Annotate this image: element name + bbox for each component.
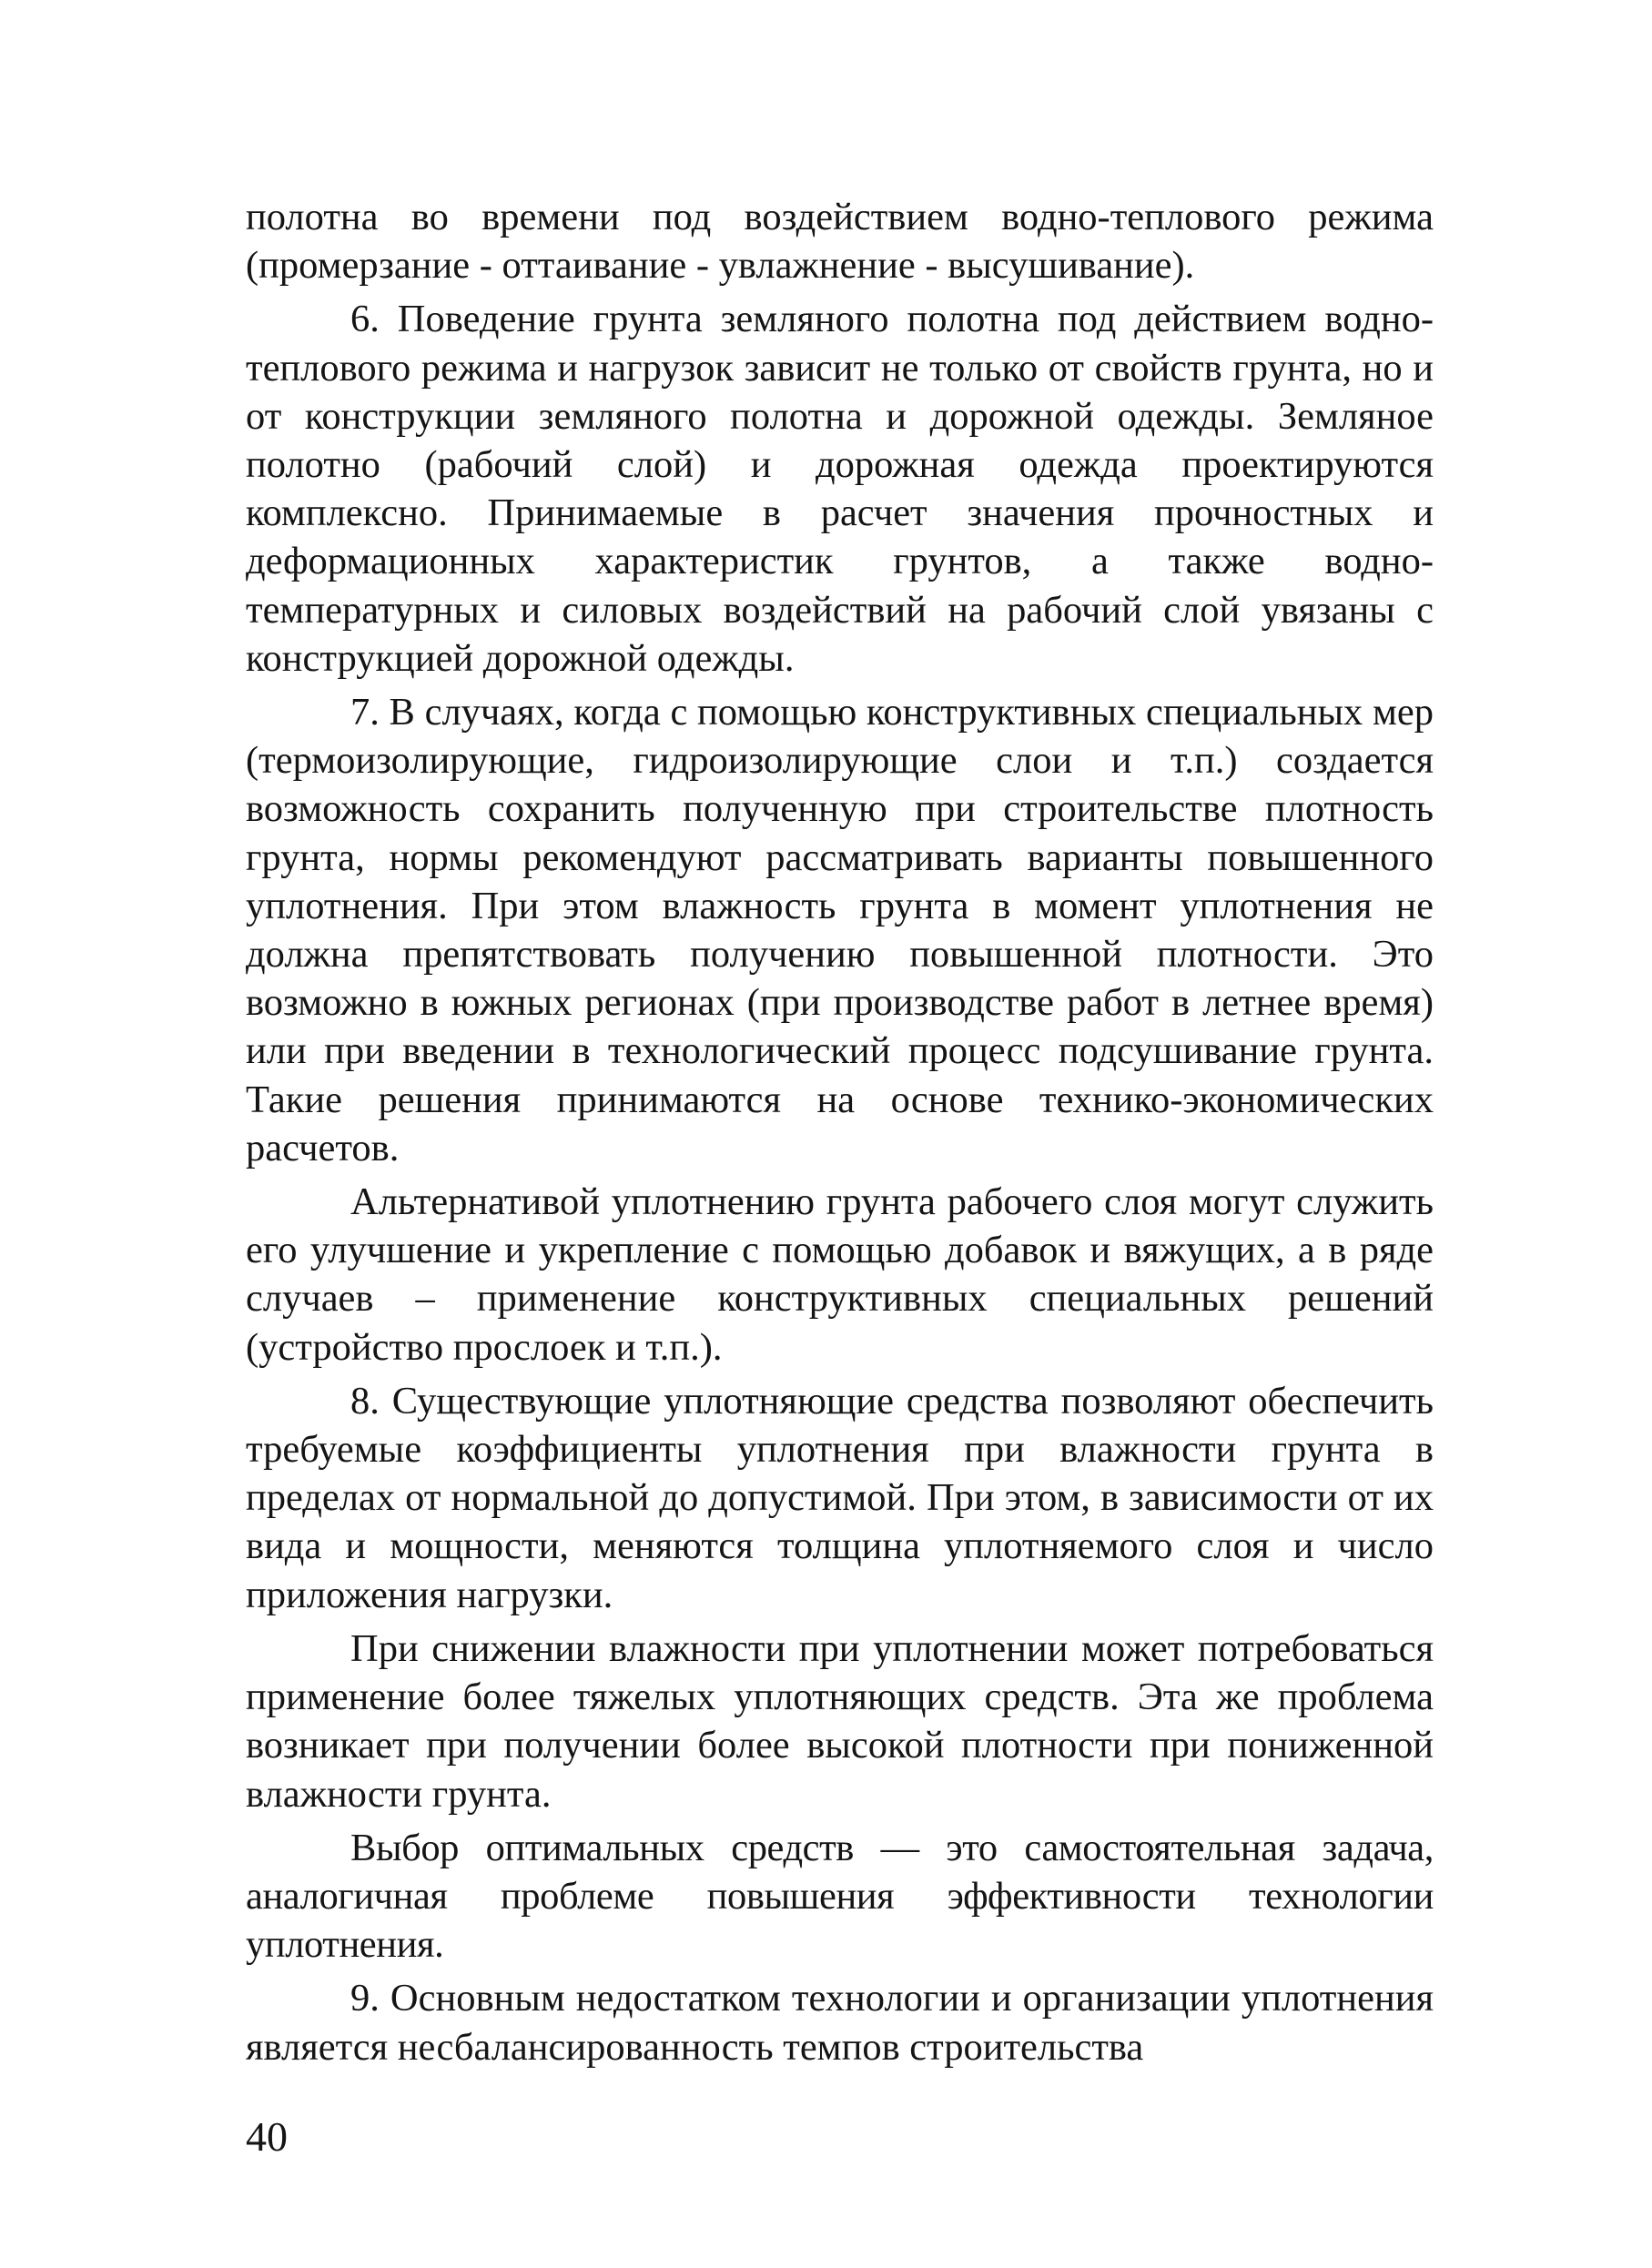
paragraph-choice-of-means: Выбор оптимальных средств — это самостоятельная задача, аналогичная проблеме повышения эффективности технологии уплотнения. <box>246 1826 1434 1967</box>
paragraph-item-6: 6. Поведение грунта земляного полотна под действием водно-теплового режима и нагрузок зависит не только от свойств грунта, но и от конструкции земляного полотна и дорожной одежды. Земляное полотно (рабочий слой) и дорожная одежда проектируются комплексно. Принимаемые в расчет значения прочностных и деформационных характеристик грунтов, а также водно-температурных и силовых воздействий на рабочий слой увязаны с конструкцией дорожной одежды. <box>246 298 1434 680</box>
paragraph-item-9: 9. Основным недостатком технологии и организации уплотнения является несбалансированность темпов строительства <box>246 1977 1434 2069</box>
page-body <box>246 193 1434 2077</box>
paragraph-alternative: Альтернативой уплотнению грунта рабочего слоя могут служить его улучшение и укрепление с помощью добавок и вяжущих, а в ряде случаев – применение конструктивных специальных решений (устройство прослоек и т.п.). <box>246 1180 1434 1369</box>
paragraph-continuation: полотна во времени под воздействием водно-теплового режима (промерзание - оттаивание - увлажнение - высушивание). <box>246 196 1434 288</box>
page-number: 40 <box>246 2113 288 2160</box>
paragraph-item-8: 8. Существующие уплотняющие средства позволяют обеспечить требуемые коэффициенты уплотнения при влажности грунта в пределах от нормальной до допустимой. При этом, в зависимости от их вида и мощности, меняются толщина уплотняемого слоя и число приложения нагрузки. <box>246 1379 1434 1616</box>
paragraph-item-7: 7. В случаях, когда с помощью конструктивных специальных мер (термоизолирующие, гидроизолирующие слои и т.п.) создается возможность сохранить полученную при строительстве плотность грунта, нормы рекомендуют рассматривать варианты повышенного уплотнения. При этом влажность грунта в момент уплотнения не должна препятствовать получению повышенной плотности. Это возможно в южных регионах (при производстве работ в летнее время) или при введении в технологический процесс подсушивание грунта. Такие решения принимаются на основе технико-экономических расчетов. <box>246 691 1434 1169</box>
paragraph-moisture-reduction: При снижении влажности при уплотнении может потребоваться применение более тяжелых уплотняющих средств. Эта же проблема возникает при получении более высокой плотности при пониженной влажности грунта. <box>246 1626 1434 1816</box>
